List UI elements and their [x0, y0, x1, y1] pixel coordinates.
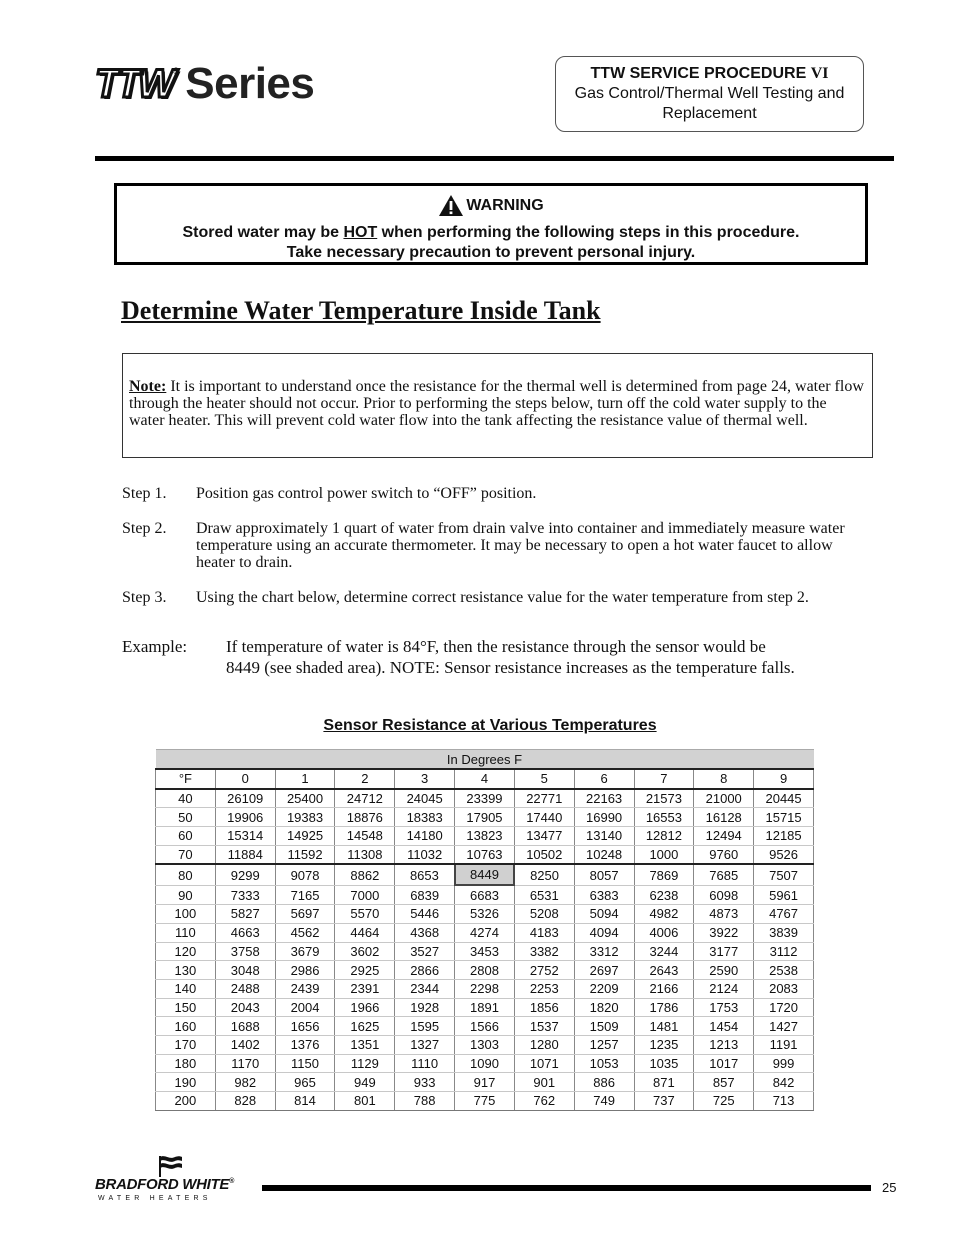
- table-cell: 1786: [634, 998, 694, 1017]
- table-cell: 1595: [395, 1017, 455, 1036]
- table-cell: 16990: [574, 808, 634, 827]
- table-cell: 5326: [455, 905, 515, 924]
- table-cell: 3382: [514, 942, 574, 961]
- table-cell: 1280: [514, 1035, 574, 1054]
- table-cell: 3679: [275, 942, 335, 961]
- table-cell: 2344: [395, 979, 455, 998]
- step-3-label: Step 3.: [122, 589, 167, 606]
- table-cell: 4094: [574, 923, 634, 942]
- table-cell: 871: [634, 1073, 694, 1092]
- table-cell: 5827: [215, 905, 275, 924]
- sensor-resistance-table: [155, 749, 814, 1111]
- procedure-box: [555, 56, 864, 132]
- table-cell: 11308: [335, 845, 395, 864]
- footer-rule: [262, 1185, 871, 1191]
- table-cell: 1537: [514, 1017, 574, 1036]
- step-1-label: Step 1.: [122, 485, 167, 502]
- table-cell: 4767: [754, 905, 814, 924]
- table-row: [156, 1054, 814, 1073]
- table-cell: 9078: [275, 864, 335, 885]
- table-cell: 21000: [694, 789, 754, 808]
- table-row-temperature: 60: [156, 827, 216, 846]
- warning-line1-pre: Stored water may be: [182, 224, 344, 241]
- table-row: [156, 1092, 814, 1111]
- procedure-number: VI: [810, 65, 829, 82]
- footer-brand: [95, 1176, 234, 1193]
- table-cell: 14548: [335, 827, 395, 846]
- table-row: [156, 905, 814, 924]
- table-cell: 5570: [335, 905, 395, 924]
- table-cell: 1891: [455, 998, 515, 1017]
- table-cell: 2488: [215, 979, 275, 998]
- table-row: [156, 1073, 814, 1092]
- table-cell: 5446: [395, 905, 455, 924]
- table-cell: 6531: [514, 885, 574, 904]
- example-text: If temperature of water is 84°F, then the resistance through the sensor would be 8449 (see shaded area). NOTE: Sensor resistance increases as the temperature falls.: [226, 637, 795, 677]
- table-header-cell: 2: [335, 769, 395, 789]
- table-cell: 11592: [275, 845, 335, 864]
- warning-line1-post: when performing the following steps in this procedure.: [377, 224, 800, 241]
- table-cell: 814: [275, 1092, 335, 1111]
- table-row: [156, 864, 814, 885]
- table-cell: 1129: [335, 1054, 395, 1073]
- table-cell: 999: [754, 1054, 814, 1073]
- table-cell: 5094: [574, 905, 634, 924]
- table-cell: 9299: [215, 864, 275, 885]
- table-cell: 2298: [455, 979, 515, 998]
- table-cell: 13477: [514, 827, 574, 846]
- step-3-text: Using the chart below, determine correct resistance value for the water temperature from step 2.: [196, 589, 809, 606]
- table-cell: 24045: [395, 789, 455, 808]
- table-header-row: [156, 769, 814, 789]
- table-row-temperature: 180: [156, 1054, 216, 1073]
- table-cell: 1856: [514, 998, 574, 1017]
- table-cell: 2083: [754, 979, 814, 998]
- section-title: Determine Water Temperature Inside Tank: [121, 296, 601, 325]
- table-cell: 2166: [634, 979, 694, 998]
- table-cell: 3453: [455, 942, 515, 961]
- table-cell: 1110: [395, 1054, 455, 1073]
- table-cell: 11884: [215, 845, 275, 864]
- table-cell: 842: [754, 1073, 814, 1092]
- step-3: [122, 589, 862, 606]
- table-cell: 3922: [694, 923, 754, 942]
- table-cell: 19906: [215, 808, 275, 827]
- table-cell: 2209: [574, 979, 634, 998]
- table-cell: 5208: [514, 905, 574, 924]
- table-cell: 1753: [694, 998, 754, 1017]
- table-row-temperature: 190: [156, 1073, 216, 1092]
- table-header-cell: 6: [574, 769, 634, 789]
- table-cell: 1090: [455, 1054, 515, 1073]
- table-cell: 24712: [335, 789, 395, 808]
- table-cell: 2697: [574, 961, 634, 980]
- table-cell: 1017: [694, 1054, 754, 1073]
- table-cell: 15314: [215, 827, 275, 846]
- table-cell: 8653: [395, 864, 455, 885]
- table-header-cell: 1: [275, 769, 335, 789]
- table-row-temperature: 150: [156, 998, 216, 1017]
- table-caption-row: [156, 750, 814, 770]
- table-cell: 4006: [634, 923, 694, 942]
- table-row-temperature: 40: [156, 789, 216, 808]
- table-cell: 1071: [514, 1054, 574, 1073]
- step-2-label: Step 2.: [122, 520, 167, 537]
- table-cell: 2124: [694, 979, 754, 998]
- table-cell: 2590: [694, 961, 754, 980]
- table-row-temperature: 200: [156, 1092, 216, 1111]
- table-cell: 4982: [634, 905, 694, 924]
- example-paragraph: [122, 636, 802, 678]
- table-cell: 4183: [514, 923, 574, 942]
- table-row-temperature: 130: [156, 961, 216, 980]
- table-row: [156, 845, 814, 864]
- table-cell: 7333: [215, 885, 275, 904]
- table-cell: 1481: [634, 1017, 694, 1036]
- table-cell: 857: [694, 1073, 754, 1092]
- header-rule: [95, 156, 894, 161]
- table-header-cell: 7: [634, 769, 694, 789]
- table-cell: 933: [395, 1073, 455, 1092]
- procedure-subtitle-line1: Gas Control/Thermal Well Testing and: [574, 85, 845, 102]
- table-cell: 20445: [754, 789, 814, 808]
- table-cell: 22771: [514, 789, 574, 808]
- step-1: [122, 485, 862, 502]
- table-cell: 725: [694, 1092, 754, 1111]
- table-cell: 749: [574, 1092, 634, 1111]
- table-cell: 19383: [275, 808, 335, 827]
- table-cell: 4873: [694, 905, 754, 924]
- table-cell: 4562: [275, 923, 335, 942]
- warning-line1: [117, 223, 865, 243]
- table-row: [156, 885, 814, 904]
- table-cell: 2986: [275, 961, 335, 980]
- table-row: [156, 808, 814, 827]
- table-cell: 2439: [275, 979, 335, 998]
- table-cell: 3244: [634, 942, 694, 961]
- table-cell: 3177: [694, 942, 754, 961]
- table-cell: 1303: [455, 1035, 515, 1054]
- warning-box: [114, 183, 868, 265]
- table-cell: 775: [455, 1092, 515, 1111]
- table-cell: 2538: [754, 961, 814, 980]
- table-cell: 1170: [215, 1054, 275, 1073]
- table-cell: 25400: [275, 789, 335, 808]
- table-cell: 3758: [215, 942, 275, 961]
- table-caption: In Degrees F: [156, 750, 814, 770]
- table-cell: 2925: [335, 961, 395, 980]
- table-cell: 4663: [215, 923, 275, 942]
- table-title: Sensor Resistance at Various Temperatures: [323, 717, 657, 734]
- table-row-temperature: 140: [156, 979, 216, 998]
- table-cell: 1427: [754, 1017, 814, 1036]
- table-row: [156, 1035, 814, 1054]
- table-cell: 23399: [455, 789, 515, 808]
- table-cell: 26109: [215, 789, 275, 808]
- footer-brand-name: BRADFORD WHITE: [95, 1176, 230, 1193]
- table-cell: 3048: [215, 961, 275, 980]
- table-cell: 17905: [455, 808, 515, 827]
- table-cell: 982: [215, 1073, 275, 1092]
- ttw-series-logo: [95, 59, 315, 108]
- table-cell: 1000: [634, 845, 694, 864]
- table-row-temperature: 160: [156, 1017, 216, 1036]
- table-cell: 6839: [395, 885, 455, 904]
- table-cell: 801: [335, 1092, 395, 1111]
- table-header-cell: 0: [215, 769, 275, 789]
- table-cell: 737: [634, 1092, 694, 1111]
- warning-line2: Take necessary precaution to prevent personal injury.: [286, 244, 696, 261]
- example-label: Example:: [122, 637, 188, 656]
- table-cell: 1257: [574, 1035, 634, 1054]
- footer-brand-sub: WATER HEATERS: [98, 1195, 212, 1202]
- table-cell: 1820: [574, 998, 634, 1017]
- table-cell: 11032: [395, 845, 455, 864]
- footer-brand-reg: ®: [229, 1178, 234, 1185]
- table-row-temperature: 90: [156, 885, 216, 904]
- note-label: Note:: [129, 378, 167, 395]
- table-cell: 1191: [754, 1035, 814, 1054]
- table-cell: 5697: [275, 905, 335, 924]
- table-cell: 6238: [634, 885, 694, 904]
- table-row: [156, 827, 814, 846]
- table-cell: 4464: [335, 923, 395, 942]
- note-text: It is important to understand once the resistance for the thermal well is determined from page 24, water flow through the heater should not occur. Prior to performing the steps below, turn off the cold water supply to the water heater. This will prevent cold water flow into the tank affecting the resistance value of thermal well.: [129, 378, 864, 429]
- table-cell: 917: [455, 1073, 515, 1092]
- table-header-cell: °F: [156, 769, 216, 789]
- table-header-cell: 8: [694, 769, 754, 789]
- table-cell: 2253: [514, 979, 574, 998]
- table-cell: 2043: [215, 998, 275, 1017]
- table-header-cell: 3: [395, 769, 455, 789]
- table-cell: 2752: [514, 961, 574, 980]
- table-cell: 18876: [335, 808, 395, 827]
- table-cell: 1720: [754, 998, 814, 1017]
- table-cell: 8250: [514, 864, 574, 885]
- table-cell: 7685: [694, 864, 754, 885]
- table-cell: 3527: [395, 942, 455, 961]
- table-cell: 9760: [694, 845, 754, 864]
- table-cell: 16128: [694, 808, 754, 827]
- table-row: [156, 979, 814, 998]
- table-cell: 15715: [754, 808, 814, 827]
- table-cell: 7507: [754, 864, 814, 885]
- table-row: [156, 961, 814, 980]
- logo-registered-mark: ®: [172, 66, 180, 76]
- table-cell: 18383: [395, 808, 455, 827]
- table-cell: 949: [335, 1073, 395, 1092]
- table-cell: 1053: [574, 1054, 634, 1073]
- table-header-cell: 9: [754, 769, 814, 789]
- table-cell: 1402: [215, 1035, 275, 1054]
- table-cell: 12185: [754, 827, 814, 846]
- table-cell: 1928: [395, 998, 455, 1017]
- table-cell: 713: [754, 1092, 814, 1111]
- table-cell: 10502: [514, 845, 574, 864]
- procedure-subtitle-line2: Replacement: [662, 105, 757, 122]
- table-row-temperature: 50: [156, 808, 216, 827]
- table-cell: 2643: [634, 961, 694, 980]
- table-cell: 886: [574, 1073, 634, 1092]
- table-cell: 3312: [574, 942, 634, 961]
- table-cell: 762: [514, 1092, 574, 1111]
- table-cell: 1327: [395, 1035, 455, 1054]
- page-number: 25: [882, 1180, 897, 1195]
- table-cell: 2004: [275, 998, 335, 1017]
- table-cell: 2808: [455, 961, 515, 980]
- table-cell: 12812: [634, 827, 694, 846]
- table-cell: 22163: [574, 789, 634, 808]
- table-row-temperature: 100: [156, 905, 216, 924]
- note-box: [122, 353, 873, 458]
- table-cell: 4274: [455, 923, 515, 942]
- ttw-logo-mark: TTW: [95, 62, 173, 106]
- step-1-text: Position gas control power switch to “OFF” position.: [196, 485, 537, 502]
- warning-hot-word: HOT: [343, 224, 378, 241]
- table-row-temperature: 70: [156, 845, 216, 864]
- table-cell: 1351: [335, 1035, 395, 1054]
- table-cell: 12494: [694, 827, 754, 846]
- table-cell: 1150: [275, 1054, 335, 1073]
- table-cell: 6683: [455, 885, 515, 904]
- table-cell: 788: [395, 1092, 455, 1111]
- table-cell: 14180: [395, 827, 455, 846]
- table-cell: 1376: [275, 1035, 335, 1054]
- warning-heading: [438, 194, 543, 217]
- table-cell: 2391: [335, 979, 395, 998]
- table-cell: 965: [275, 1073, 335, 1092]
- table-cell: 1235: [634, 1035, 694, 1054]
- table-cell: 6383: [574, 885, 634, 904]
- table-cell: 13823: [455, 827, 515, 846]
- table-cell: 1566: [455, 1017, 515, 1036]
- table-cell: 1656: [275, 1017, 335, 1036]
- table-cell: 2866: [395, 961, 455, 980]
- table-row: [156, 1017, 814, 1036]
- table-cell: 3839: [754, 923, 814, 942]
- warning-title: WARNING: [466, 196, 544, 214]
- table-cell: 5961: [754, 885, 814, 904]
- table-row-temperature: 110: [156, 923, 216, 942]
- table-header-cell: 5: [514, 769, 574, 789]
- table-row: [156, 942, 814, 961]
- table-cell: 8057: [574, 864, 634, 885]
- table-cell: 8862: [335, 864, 395, 885]
- bradford-white-logo: [95, 1154, 255, 1204]
- table-cell: 901: [514, 1073, 574, 1092]
- table-cell: 1454: [694, 1017, 754, 1036]
- table-cell: 6098: [694, 885, 754, 904]
- table-cell: 10248: [574, 845, 634, 864]
- table-cell: 1509: [574, 1017, 634, 1036]
- table-cell: 7000: [335, 885, 395, 904]
- table-row-temperature: 120: [156, 942, 216, 961]
- step-2-text: Draw approximately 1 quart of water from drain valve into container and immediately measure water temperature using an accurate thermometer. It may be necessary to open a hot water faucet to allow heater to drain.: [196, 520, 845, 571]
- procedure-title: TTW SERVICE PROCEDURE: [590, 65, 807, 82]
- table-body: [156, 750, 814, 1111]
- table-row-temperature: 80: [156, 864, 216, 885]
- table-cell: 3112: [754, 942, 814, 961]
- table-cell: 1966: [335, 998, 395, 1017]
- table-cell: 14925: [275, 827, 335, 846]
- table-cell: 4368: [395, 923, 455, 942]
- table-cell: 1035: [634, 1054, 694, 1073]
- table-row: [156, 789, 814, 808]
- flag-logo-icon: [157, 1154, 183, 1178]
- table-cell: 7869: [634, 864, 694, 885]
- table-cell: 21573: [634, 789, 694, 808]
- table-row-temperature: 170: [156, 1035, 216, 1054]
- logo-series-word: Series: [185, 59, 315, 108]
- table-cell: 7165: [275, 885, 335, 904]
- table-cell: 3602: [335, 942, 395, 961]
- table-cell: 1625: [335, 1017, 395, 1036]
- table-cell: 16553: [634, 808, 694, 827]
- step-2: [122, 520, 862, 571]
- table-cell: 13140: [574, 827, 634, 846]
- table-cell: 1688: [215, 1017, 275, 1036]
- table-cell: 828: [215, 1092, 275, 1111]
- table-header-cell: 4: [455, 769, 515, 789]
- table-cell: 10763: [455, 845, 515, 864]
- table-cell: 1213: [694, 1035, 754, 1054]
- table-row: [156, 998, 814, 1017]
- warning-triangle-icon: [438, 194, 464, 217]
- table-cell: 17440: [514, 808, 574, 827]
- table-row: [156, 923, 814, 942]
- procedure-heading: [556, 64, 863, 84]
- table-cell-shaded-example: 8449: [455, 864, 515, 885]
- table-cell: 9526: [754, 845, 814, 864]
